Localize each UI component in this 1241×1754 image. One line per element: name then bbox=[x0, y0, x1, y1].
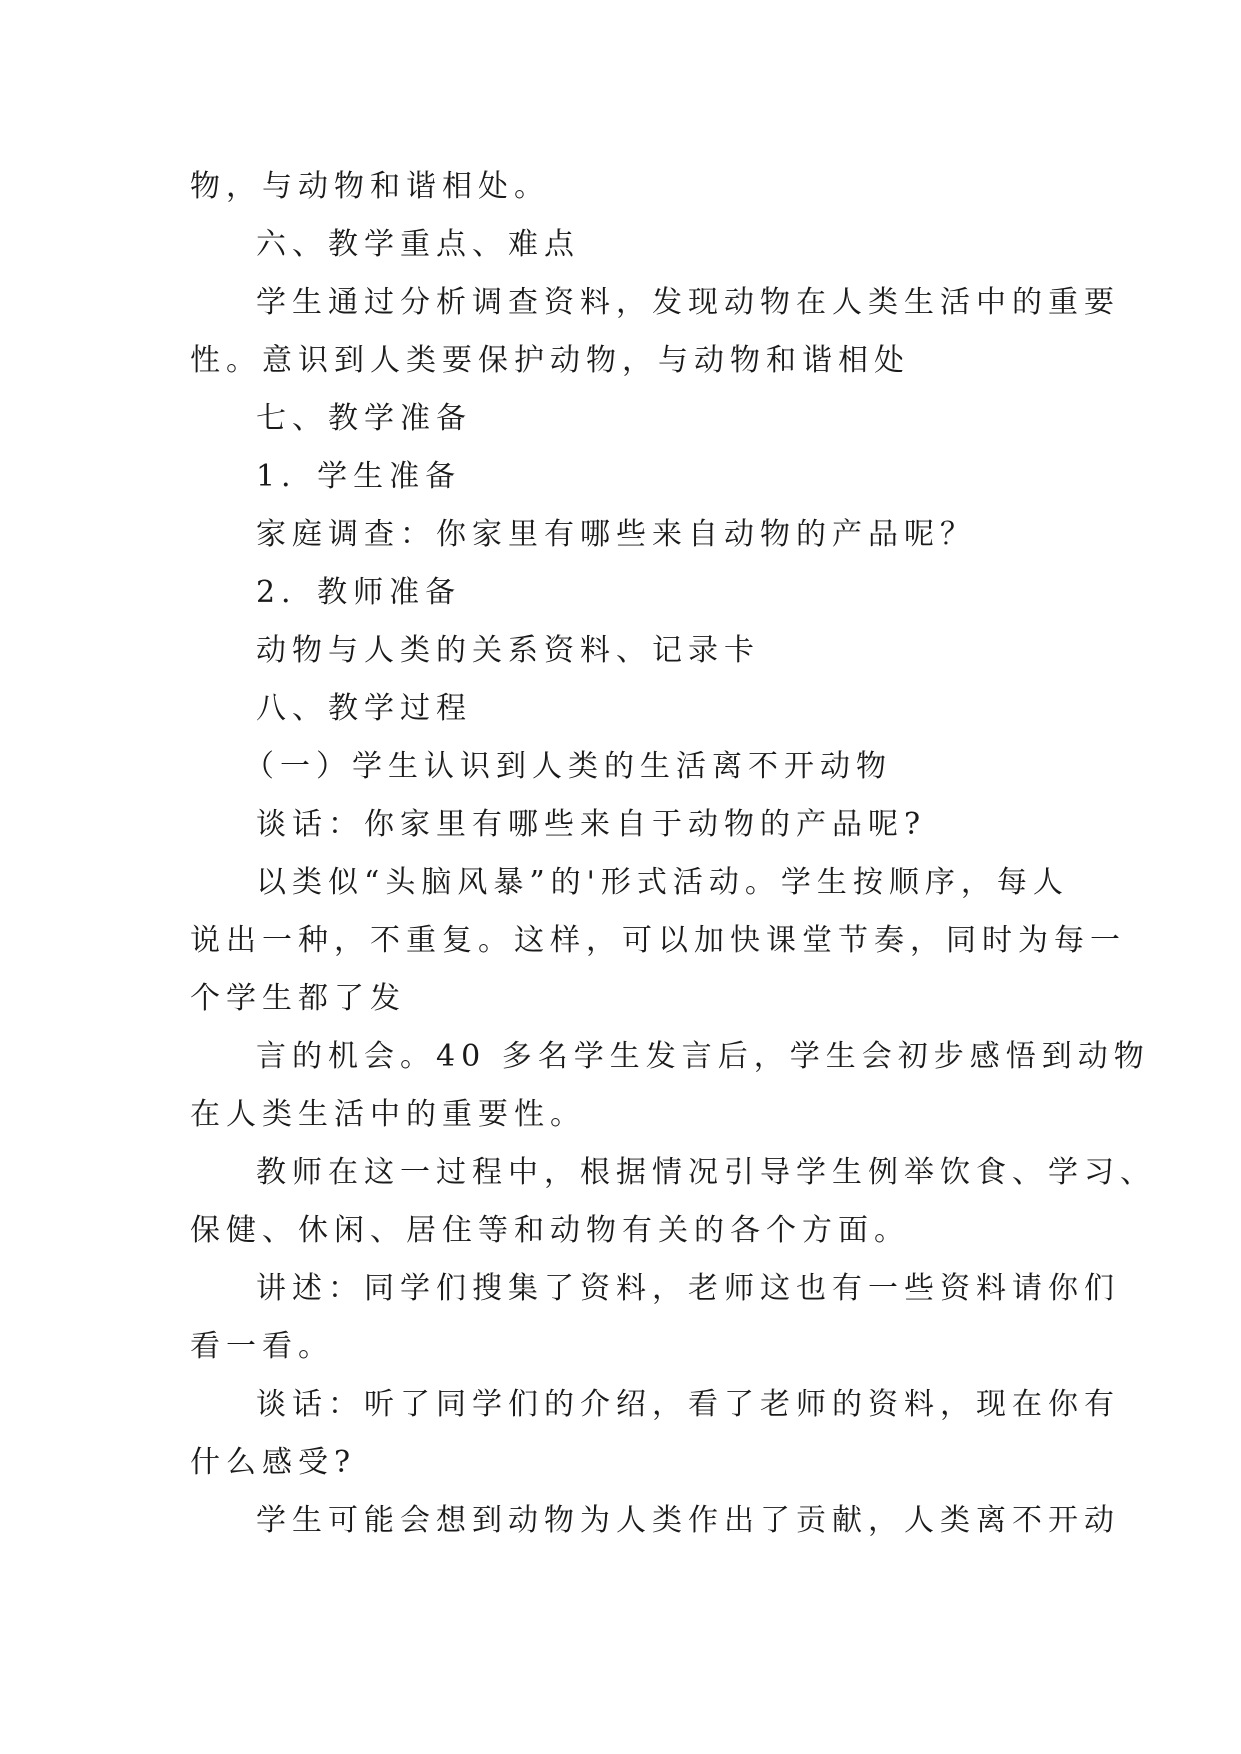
text-line: 什么感受? bbox=[190, 1445, 357, 1480]
subsection-heading: （一）学生认识到人类的生活离不开动物 bbox=[244, 749, 892, 784]
text-line: 言的机会。40 多名学生发言后，学生会初步感悟到动物 bbox=[256, 1039, 1150, 1074]
text-line: 谈话：听了同学们的介绍，看了老师的资料，现在你有 bbox=[256, 1387, 1120, 1422]
text-line: 教师在这一过程中，根据情况引导学生例举饮食、学习、 bbox=[256, 1155, 1156, 1190]
text-line: 以类似“头脑风暴”的'形式活动。学生按顺序，每人 bbox=[256, 865, 1069, 900]
text-line: 说出一种，不重复。这样，可以加快课堂节奏，同时为每一 bbox=[190, 923, 1126, 958]
text-line: 看一看。 bbox=[190, 1329, 334, 1364]
subsection-heading: 2．教师准备 bbox=[256, 575, 462, 610]
text-line: 谈话：你家里有哪些来自于动物的产品呢? bbox=[256, 807, 927, 842]
section-heading: 七、教学准备 bbox=[256, 401, 472, 436]
text-line: 个学生都了发 bbox=[190, 981, 406, 1016]
section-heading: 八、教学过程 bbox=[256, 691, 472, 726]
subsection-heading: 1．学生准备 bbox=[256, 459, 462, 494]
text-line: 动物与人类的关系资料、记录卡 bbox=[256, 633, 760, 668]
text-line: 物，与动物和谐相处。 bbox=[190, 169, 550, 204]
section-heading: 六、教学重点、难点 bbox=[256, 227, 580, 262]
text-line: 讲述：同学们搜集了资料，老师这也有一些资料请你们 bbox=[256, 1271, 1120, 1306]
text-line: 保健、休闲、居住等和动物有关的各个方面。 bbox=[190, 1213, 910, 1248]
text-line: 家庭调查：你家里有哪些来自动物的产品呢？ bbox=[256, 517, 976, 552]
text-line: 学生可能会想到动物为人类作出了贡献，人类离不开动 bbox=[256, 1503, 1120, 1538]
text-line: 学生通过分析调查资料，发现动物在人类生活中的重要 bbox=[256, 285, 1120, 320]
text-line: 在人类生活中的重要性。 bbox=[190, 1097, 586, 1132]
text-line: 性。意识到人类要保护动物，与动物和谐相处 bbox=[190, 343, 910, 378]
